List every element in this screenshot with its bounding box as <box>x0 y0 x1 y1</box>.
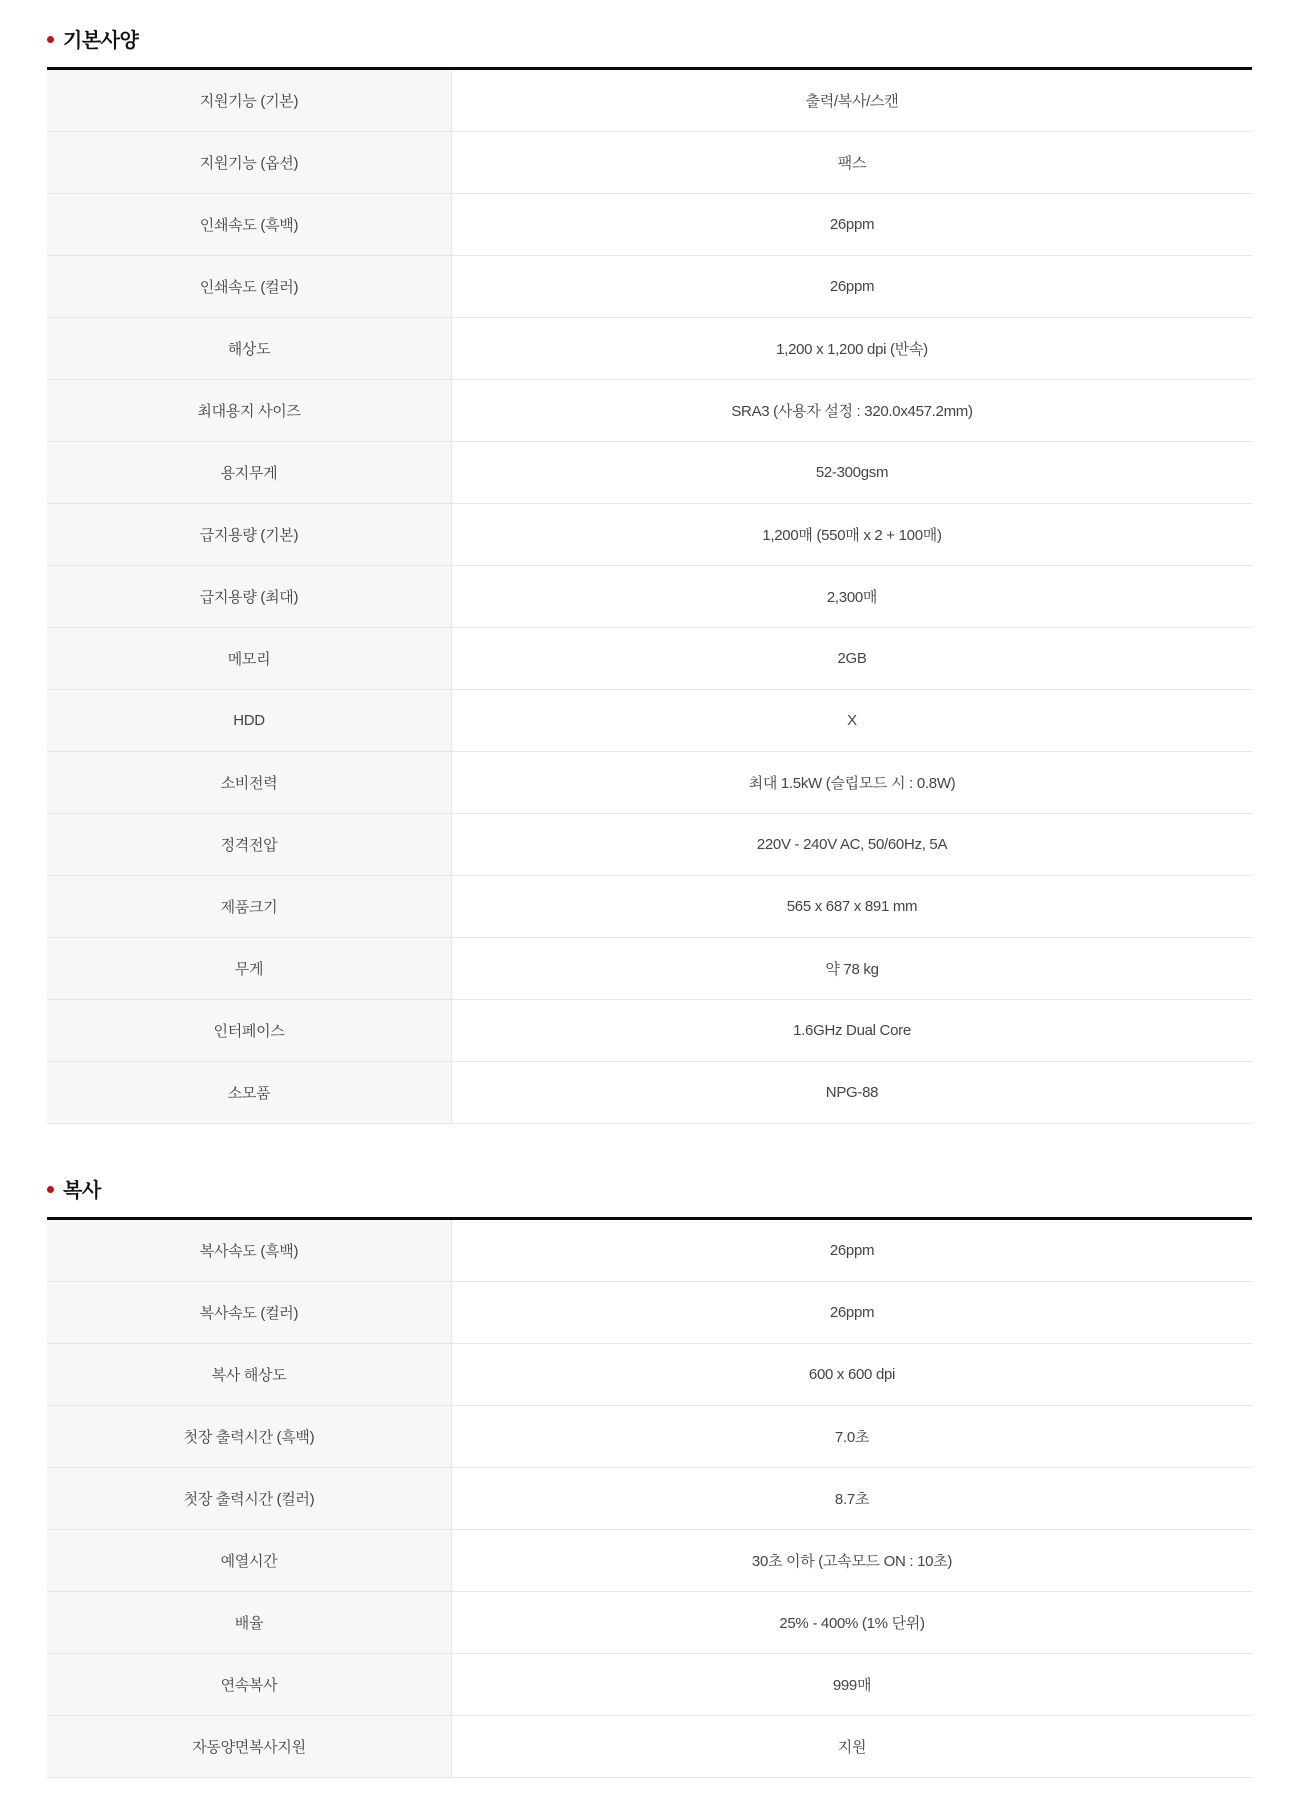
spec-value: 52-300gsm <box>452 442 1252 503</box>
spec-value: 1,200 x 1,200 dpi (반속) <box>452 318 1252 379</box>
section-title <box>47 1174 1252 1203</box>
spec-label: 지원기능 (기본) <box>47 70 452 131</box>
spec-row <box>47 566 1252 628</box>
spec-row <box>47 132 1252 194</box>
spec-row <box>47 318 1252 380</box>
spec-label: HDD <box>47 690 452 751</box>
spec-label: 첫장 출력시간 (흑백) <box>47 1406 452 1467</box>
spec-row <box>47 690 1252 752</box>
spec-row <box>47 1344 1252 1406</box>
spec-label: 복사 해상도 <box>47 1344 452 1405</box>
spec-row <box>47 1654 1252 1716</box>
spec-label: 급지용량 (최대) <box>47 566 452 627</box>
spec-row <box>47 1406 1252 1468</box>
spec-value: 1.6GHz Dual Core <box>452 1000 1252 1061</box>
spec-row <box>47 752 1252 814</box>
spec-value: X <box>452 690 1252 751</box>
section-title-text: 복사 <box>63 1180 101 1202</box>
spec-value: 26ppm <box>452 1282 1252 1343</box>
section-title-text: 기본사양 <box>63 30 139 52</box>
spec-value: 30초 이하 (고속모드 ON : 10초) <box>452 1530 1252 1591</box>
spec-label: 복사속도 (컬러) <box>47 1282 452 1343</box>
spec-row <box>47 628 1252 690</box>
spec-label: 첫장 출력시간 (컬러) <box>47 1468 452 1529</box>
spec-label: 최대용지 사이즈 <box>47 380 452 441</box>
spec-label: 용지무게 <box>47 442 452 503</box>
spec-value: 565 x 687 x 891 mm <box>452 876 1252 937</box>
spec-row <box>47 194 1252 256</box>
spec-value: 8.7초 <box>452 1468 1252 1529</box>
spec-label: 제품크기 <box>47 876 452 937</box>
spec-value: 220V - 240V AC, 50/60Hz, 5A <box>452 814 1252 875</box>
copy-specs-table <box>47 1217 1252 1778</box>
spec-label: 배율 <box>47 1592 452 1653</box>
red-bullet-icon <box>47 36 54 43</box>
spec-row <box>47 1530 1252 1592</box>
spec-label: 해상도 <box>47 318 452 379</box>
basic-specs-table <box>47 67 1252 1124</box>
spec-label: 연속복사 <box>47 1654 452 1715</box>
spec-value: 팩스 <box>452 132 1252 193</box>
spec-row <box>47 876 1252 938</box>
section-basic-specs <box>47 24 1252 1124</box>
spec-value: 2GB <box>452 628 1252 689</box>
spec-label: 무게 <box>47 938 452 999</box>
spec-value: 999매 <box>452 1654 1252 1715</box>
spec-value: 26ppm <box>452 194 1252 255</box>
spec-value: 약 78 kg <box>452 938 1252 999</box>
spec-label: 소비전력 <box>47 752 452 813</box>
spec-label: 메모리 <box>47 628 452 689</box>
spec-row <box>47 1592 1252 1654</box>
spec-value: NPG-88 <box>452 1062 1252 1123</box>
spec-value: 26ppm <box>452 256 1252 317</box>
spec-row <box>47 1062 1252 1124</box>
spec-label: 소모품 <box>47 1062 452 1123</box>
spec-row <box>47 1468 1252 1530</box>
spec-value: SRA3 (사용자 설정 : 320.0x457.2mm) <box>452 380 1252 441</box>
spec-label: 예열시간 <box>47 1530 452 1591</box>
red-bullet-icon <box>47 1186 54 1193</box>
spec-row <box>47 380 1252 442</box>
spec-value: 출력/복사/스캔 <box>452 70 1252 131</box>
spec-row <box>47 442 1252 504</box>
spec-label: 자동양면복사지원 <box>47 1716 452 1777</box>
spec-row <box>47 814 1252 876</box>
spec-row <box>47 1000 1252 1062</box>
section-copy-specs <box>47 1174 1252 1778</box>
spec-row <box>47 1220 1252 1282</box>
spec-value: 최대 1.5kW (슬립모드 시 : 0.8W) <box>452 752 1252 813</box>
spec-row <box>47 256 1252 318</box>
spec-row <box>47 504 1252 566</box>
spec-label: 인쇄속도 (흑백) <box>47 194 452 255</box>
spec-value: 26ppm <box>452 1220 1252 1281</box>
spec-label: 인터페이스 <box>47 1000 452 1061</box>
spec-label: 급지용량 (기본) <box>47 504 452 565</box>
section-title <box>47 24 1252 53</box>
spec-row <box>47 938 1252 1000</box>
spec-value: 지원 <box>452 1716 1252 1777</box>
spec-value: 1,200매 (550매 x 2 + 100매) <box>452 504 1252 565</box>
spec-label: 지원기능 (옵션) <box>47 132 452 193</box>
spec-value: 25% - 400% (1% 단위) <box>452 1592 1252 1653</box>
spec-label: 복사속도 (흑백) <box>47 1220 452 1281</box>
spec-value: 600 x 600 dpi <box>452 1344 1252 1405</box>
spec-row <box>47 70 1252 132</box>
spec-row <box>47 1716 1252 1778</box>
spec-value: 2,300매 <box>452 566 1252 627</box>
spec-row <box>47 1282 1252 1344</box>
spec-value: 7.0초 <box>452 1406 1252 1467</box>
spec-label: 정격전압 <box>47 814 452 875</box>
spec-label: 인쇄속도 (컬러) <box>47 256 452 317</box>
